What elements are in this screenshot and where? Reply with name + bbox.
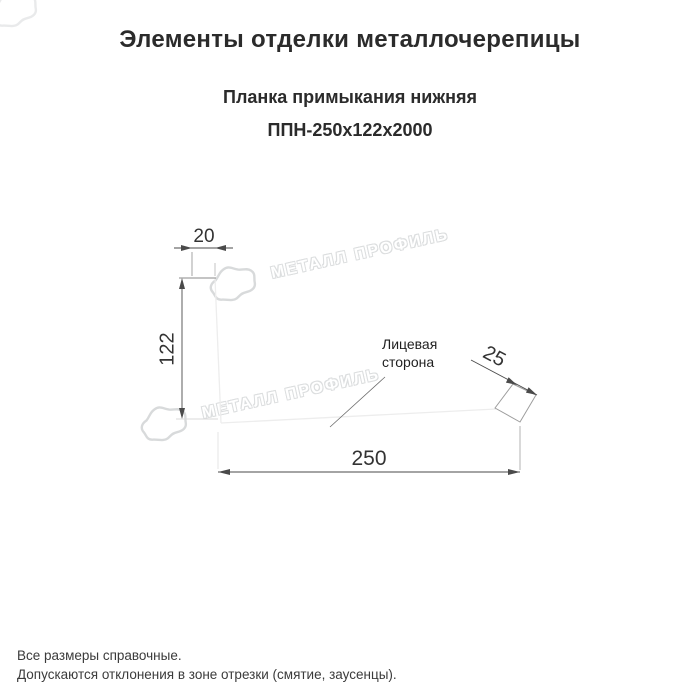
product-code: ППН-250х122х2000 (267, 120, 433, 140)
face-side-label (382, 336, 437, 371)
dimension-122 (176, 278, 218, 419)
page-title: Элементы отделки металлочерепицы (119, 26, 581, 53)
face-side-label-line2: сторона (382, 353, 435, 370)
dimension-label-top-flange: 20 (193, 226, 215, 247)
watermark-text: МЕТАЛЛ ПРОФИЛЬ (200, 366, 382, 423)
product-name: Планка примыкания нижняя (223, 87, 477, 107)
face-side-label-line1: Лицевая (382, 336, 438, 352)
profile-outline (215, 278, 496, 423)
dimension-25 (471, 360, 537, 395)
watermark-text: МЕТАЛЛ ПРОФИЛЬ (269, 226, 451, 283)
footnote-tolerances: Допускаются отклонения в зоне отрезки (смятие, заусенцы). (17, 667, 397, 682)
dimension-20 (174, 245, 233, 276)
footnote-sizes-reference: Все размеры справочные. (17, 648, 182, 663)
dimension-label-edge-fold: 25 (479, 341, 510, 372)
face-side-leader-line (330, 377, 385, 427)
dimension-label-width: 250 (351, 447, 387, 470)
dimension-label-height: 122 (156, 332, 179, 366)
